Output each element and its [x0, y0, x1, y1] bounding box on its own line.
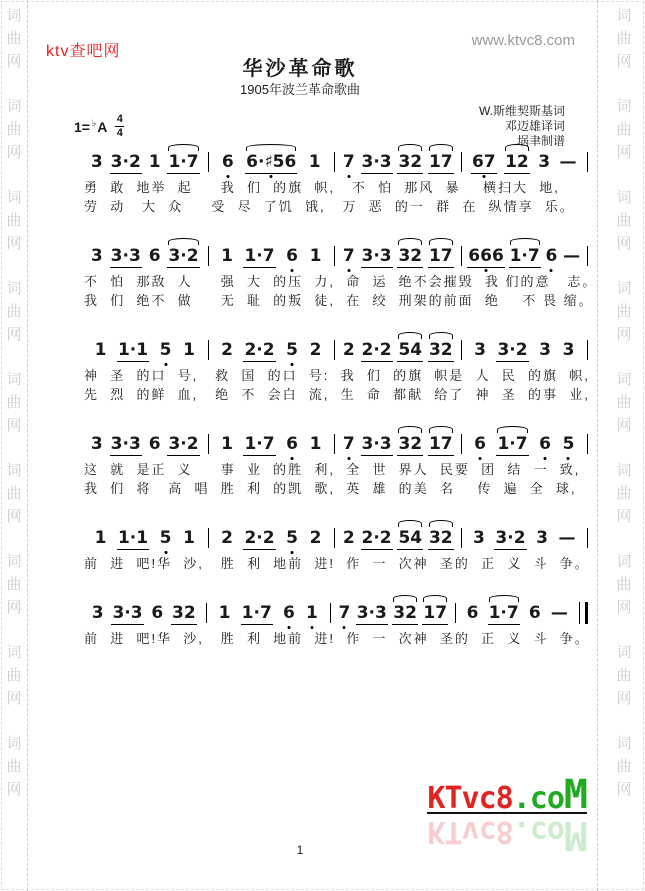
note-token: 2·2 [244, 339, 275, 360]
note-token: 6 [151, 603, 164, 623]
note-token: 6 [148, 434, 161, 454]
watermark-char: 词 [616, 7, 632, 24]
watermark-char: 网 [616, 781, 632, 798]
watermark-char: 曲 [616, 667, 632, 684]
note-token: 3·2 [495, 527, 526, 548]
note-token: 6 [539, 434, 551, 454]
note-token: 32 [398, 433, 423, 454]
note-token: 54 [398, 339, 423, 360]
barline [334, 152, 335, 172]
note-token: 17 [423, 602, 448, 623]
notation-line [84, 241, 590, 271]
note-token: — [550, 603, 568, 623]
note-token: 3 [474, 340, 486, 360]
measure [84, 433, 206, 456]
measure [84, 527, 206, 550]
note-token: 3 [562, 340, 575, 360]
note-token: 3·2 [110, 151, 141, 172]
watermark-char: 网 [6, 53, 22, 70]
measure [333, 602, 453, 625]
watermark-char: 曲 [616, 485, 632, 502]
note-token: 54 [398, 527, 423, 548]
note-token: — [558, 528, 576, 548]
watermark-char: 曲 [616, 30, 632, 47]
note-token: 1 [183, 528, 195, 548]
note-token: 1·7 [488, 602, 519, 623]
barline [461, 152, 462, 172]
note-token: 7 [342, 434, 355, 454]
lyric-line-2: 我 们 将 高 唱 胜 利 的凯 歌, 英 雄 的美 名 传 遍 全 球, [84, 481, 577, 496]
note-token: 3·3 [112, 602, 143, 623]
barline [208, 434, 209, 454]
notation-line [84, 147, 590, 177]
watermark-char: 词 [616, 735, 632, 752]
note-token: 1·7 [497, 433, 528, 454]
barline [587, 340, 588, 360]
watermark-char: 词 [616, 553, 632, 570]
measure [211, 527, 333, 550]
watermark-char: 网 [616, 53, 632, 70]
key-signature [74, 114, 124, 139]
note-token: 32 [393, 602, 417, 623]
note-token: 1·7 [244, 245, 275, 266]
note-token: 2 [309, 528, 322, 548]
note-token: 3·2 [168, 245, 199, 266]
lyric-line-1: 前 进 吧!华 沙, 胜 利 地前 进! 作 一 次神 圣的 正 义 斗 争。 [84, 556, 590, 571]
note-token: 1 [94, 340, 107, 360]
note-token: 3 [538, 152, 551, 172]
left-dashed-divider [27, 0, 28, 891]
note-token: 2 [221, 528, 233, 548]
time-signature [115, 114, 124, 139]
barline [330, 603, 331, 623]
measure [337, 527, 459, 550]
credit-translator: 邓迈雄译词 [504, 119, 565, 133]
note-token: 2 [342, 340, 355, 360]
watermark-char: 曲 [6, 212, 22, 229]
watermark-char: 曲 [616, 212, 632, 229]
credit-lyricist: W.斯维契斯基词 [479, 104, 565, 118]
time-top: 4 [116, 113, 123, 125]
barline [461, 434, 462, 454]
note-token: 3·3 [110, 245, 141, 266]
note-token: 6 [528, 603, 541, 623]
measure [84, 151, 206, 174]
key-letter: A [97, 118, 108, 135]
note-token: 67 [471, 151, 496, 172]
note-token: 17 [428, 151, 453, 172]
note-token: 3 [473, 528, 485, 548]
note-token: 32 [398, 245, 423, 266]
note-token: 32 [428, 527, 453, 548]
note-token: 2·2 [361, 527, 392, 548]
system-4 [84, 429, 590, 497]
note-token: 6 [282, 603, 295, 623]
system-1 [84, 147, 590, 215]
note-token: 6·♯56 [246, 151, 297, 172]
measure [211, 245, 333, 268]
lyric-line-1: 这 就 是正 义 事 业 的胜 利, 全 世 界人 民要 团 结 一 致, [84, 462, 581, 477]
note-token: 17 [428, 245, 453, 266]
measure [458, 602, 578, 625]
barline [587, 528, 588, 548]
watermark-char: 曲 [6, 394, 22, 411]
barline [587, 434, 588, 454]
barline [334, 340, 335, 360]
note-token: 6 [286, 246, 298, 266]
watermark-char: 曲 [616, 576, 632, 593]
watermark-char: 网 [6, 690, 22, 707]
note-token: 3·3 [356, 602, 387, 623]
barline [208, 528, 209, 548]
watermark-char: 网 [6, 599, 22, 616]
watermark-char: 网 [6, 144, 22, 161]
measure [211, 433, 333, 456]
footer-logo[interactable] [427, 772, 587, 858]
footer-logo-text [427, 772, 587, 818]
credit-transcriber: 埚聿制谱 [516, 134, 565, 148]
note-token: 3·3 [110, 433, 141, 454]
note-token: 666 [468, 245, 504, 266]
note-token: 3·3 [361, 151, 392, 172]
lyric-line-2: 我 们 绝不 做 无 耻 的叛 徒, 在 绞 刑架的前面 绝 不 畏 缩。 [84, 293, 594, 308]
lyric-line-2: 劳 动 大 众 受 尽 了饥 饿, 万 恶 的一 群 在 纵情享 乐。 [84, 199, 575, 214]
logo-red-part: KTvc8 [427, 781, 513, 816]
note-token: 6 [474, 434, 486, 454]
barline [587, 152, 588, 172]
measure [464, 151, 586, 174]
note-token: 1·7 [244, 433, 275, 454]
page-title: 华沙革命歌 [242, 58, 358, 80]
watermark-char: 词 [6, 371, 22, 388]
measure [464, 245, 586, 268]
right-dashed-divider [597, 0, 598, 891]
watermark-char: 词 [6, 7, 22, 24]
watermark-char: 词 [6, 462, 22, 479]
measure [464, 339, 586, 362]
watermark-char: 网 [6, 326, 22, 343]
note-token: 1 [221, 246, 233, 266]
note-token: 3·3 [361, 433, 392, 454]
barline [461, 340, 462, 360]
note-token: 6 [286, 434, 298, 454]
systems-area [84, 147, 598, 673]
note-token: 5 [159, 340, 172, 360]
note-token: 1 [94, 528, 107, 548]
watermark-char: 网 [616, 599, 632, 616]
note-token: — [563, 246, 581, 266]
watermark-char: 网 [616, 326, 632, 343]
barline [334, 434, 335, 454]
site-logo[interactable]: ktv查吧网 [46, 43, 121, 60]
watermark-char: 曲 [6, 30, 22, 47]
note-token: 32 [428, 339, 453, 360]
note-token: 5 [159, 528, 172, 548]
footer-logo-reflection: KTvc8.coM [427, 812, 587, 858]
note-token: 1 [221, 434, 233, 454]
watermark-char: 网 [6, 417, 22, 434]
note-token: 1 [305, 603, 318, 623]
final-barline [579, 602, 588, 624]
measure [337, 245, 459, 268]
lyric-line-1: 勇 敢 地举 起 我 们 的旗 帜, 不 怕 那风 暴 横扫大 地, [84, 180, 560, 195]
watermark-char: 词 [616, 280, 632, 297]
lyric-line-1: 神 圣 的口 号, 救 国 的口 号: 我 们 的旗 帜是 人 民 的旗 帜, [84, 368, 590, 383]
lyric-line-2: 先 烈 的鲜 血, 绝 不 会白 流, 生 命 都献 给了 神 圣 的事 业, [84, 387, 590, 402]
watermark-char: 网 [616, 417, 632, 434]
note-token: 2 [221, 340, 233, 360]
watermark-char: 网 [616, 144, 632, 161]
note-token: 1·7 [168, 151, 199, 172]
watermark-char: 网 [6, 508, 22, 525]
measure [211, 151, 333, 174]
note-token: 7 [342, 152, 355, 172]
watermark-char: 网 [6, 235, 22, 252]
barline [208, 152, 209, 172]
note-token: 2 [342, 528, 355, 548]
note-token: 5 [286, 340, 298, 360]
note-token: 1·1 [117, 527, 149, 548]
note-token: 2·2 [361, 339, 392, 360]
barline [455, 603, 456, 623]
note-token: 3 [91, 603, 104, 623]
watermark-char: 词 [6, 98, 22, 115]
note-token: 5 [562, 434, 575, 454]
watermark-char: 曲 [616, 121, 632, 138]
watermark-char: 词 [616, 462, 632, 479]
note-token: 3·2 [497, 339, 528, 360]
watermark-char: 词 [6, 189, 22, 206]
left-watermark-column [3, 4, 25, 823]
note-token: 3·2 [168, 433, 199, 454]
notation-line [84, 335, 590, 365]
note-token: 1 [218, 603, 231, 623]
note-token: 17 [428, 433, 453, 454]
note-token: 1 [308, 152, 321, 172]
note-token: 1·7 [509, 245, 540, 266]
time-bottom: 4 [116, 127, 123, 139]
watermark-char: 网 [6, 781, 22, 798]
system-5 [84, 523, 590, 572]
watermark-char: 曲 [616, 758, 632, 775]
watermark-char: 词 [6, 735, 22, 752]
note-token: 1 [309, 246, 322, 266]
note-token: 3 [536, 528, 548, 548]
logo-m-part: M [563, 772, 587, 818]
barline [461, 528, 462, 548]
note-token: 6 [466, 603, 479, 623]
lyric-line-1: 不 怕 那敌 人 强 大 的压 力, 命 运 绝不会摧毁 我 们的意 志。 [84, 274, 598, 289]
note-token: 32 [398, 151, 423, 172]
measure [337, 151, 459, 174]
flat-sign: ♭ [91, 118, 97, 128]
watermark-char: 词 [616, 644, 632, 661]
measure [84, 602, 204, 625]
barline [461, 246, 462, 266]
page-subtitle: 1905年波兰革命歌曲 [240, 82, 360, 97]
note-token: 3 [539, 340, 551, 360]
watermark-char: 网 [616, 690, 632, 707]
measure [464, 527, 586, 550]
right-watermark-column [613, 4, 635, 823]
system-2 [84, 241, 598, 309]
key-prefix: 1= [74, 118, 90, 135]
logo-green-part: .co [512, 781, 564, 816]
system-3 [84, 335, 590, 403]
watermark-char: 网 [616, 235, 632, 252]
watermark-char: 词 [6, 553, 22, 570]
watermark-char: 曲 [6, 121, 22, 138]
note-token: 6 [545, 246, 558, 266]
measure [337, 339, 459, 362]
barline [587, 246, 588, 266]
watermark-char: 词 [616, 189, 632, 206]
watermark-char: 词 [616, 98, 632, 115]
note-token: 7 [338, 603, 351, 623]
measure [209, 602, 329, 625]
note-token: 1 [183, 340, 195, 360]
barline [206, 603, 207, 623]
notation-line [84, 429, 590, 459]
note-token: 1·1 [117, 339, 149, 360]
measure [84, 245, 206, 268]
notation-line [84, 523, 590, 553]
page-number: 1 [296, 843, 304, 857]
barline [334, 528, 335, 548]
measure [464, 433, 586, 456]
watermark-char: 曲 [616, 303, 632, 320]
watermark-char: 曲 [6, 485, 22, 502]
barline [208, 246, 209, 266]
watermark-char: 曲 [6, 303, 22, 320]
note-token: 1 [148, 152, 161, 172]
watermark-char: 词 [6, 280, 22, 297]
watermark-char: 曲 [6, 667, 22, 684]
watermark-char: 曲 [6, 758, 22, 775]
system-6 [84, 598, 590, 647]
note-token: 3 [90, 434, 103, 454]
credits [479, 104, 565, 149]
barline [334, 246, 335, 266]
note-token: 1·7 [241, 602, 272, 623]
note-token: 3·3 [361, 245, 392, 266]
watermark-char: 曲 [616, 394, 632, 411]
note-token: 2·2 [244, 527, 275, 548]
watermark-char: 曲 [6, 576, 22, 593]
measure [337, 433, 459, 456]
notation-line [84, 598, 590, 628]
barline [208, 340, 209, 360]
watermark-char: 词 [6, 644, 22, 661]
note-token: 12 [505, 151, 529, 172]
note-token: 32 [172, 602, 196, 623]
note-token: 3 [90, 152, 103, 172]
note-token: 1 [309, 434, 322, 454]
measure [84, 339, 206, 362]
measure [211, 339, 333, 362]
note-token: 3 [90, 246, 103, 266]
note-token: 5 [286, 528, 298, 548]
watermark-char: 词 [616, 371, 632, 388]
note-token: 6 [221, 152, 234, 172]
watermark-char: 网 [616, 508, 632, 525]
site-url[interactable]: www.ktvc8.com [471, 32, 575, 49]
note-token: 2 [309, 340, 322, 360]
note-token: 7 [342, 246, 355, 266]
note-token: — [559, 152, 577, 172]
lyric-line-1: 前 进 吧!华 沙, 胜 利 地前 进! 作 一 次神 圣的 正 义 斗 争。 [84, 631, 590, 646]
note-token: 6 [148, 246, 161, 266]
